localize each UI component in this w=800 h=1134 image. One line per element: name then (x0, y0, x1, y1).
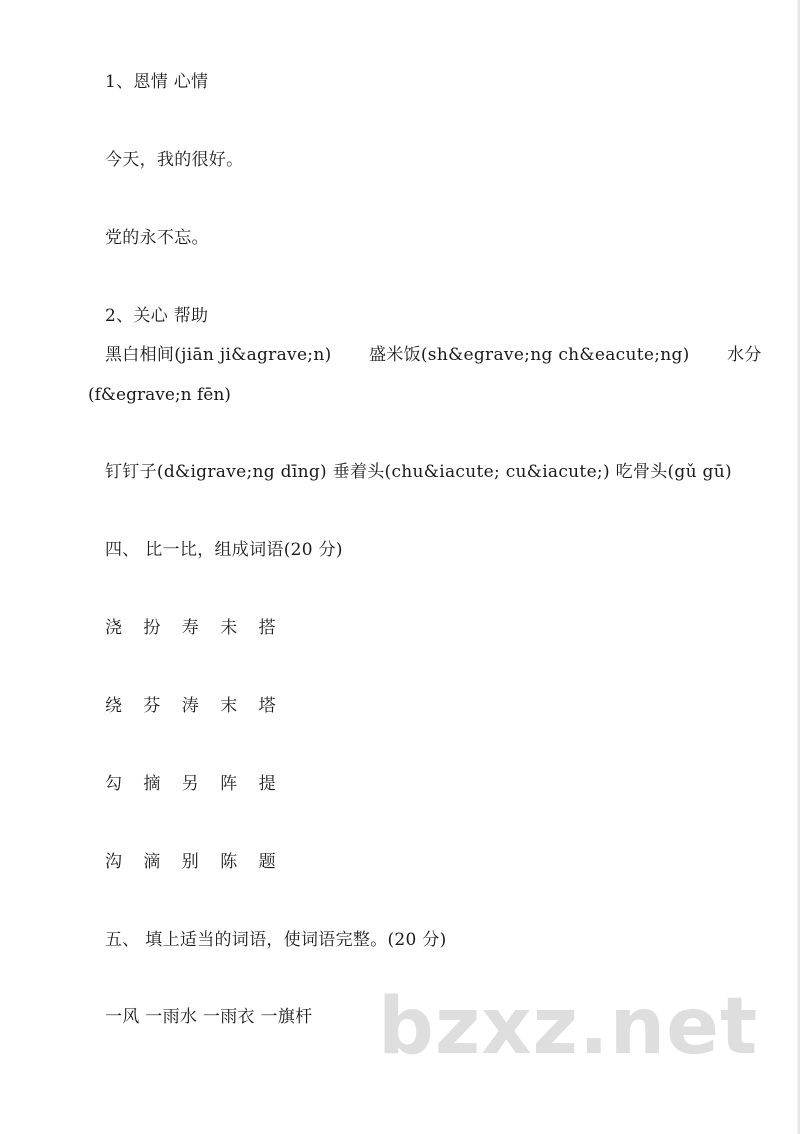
character-row: 勾 摘 另 阵 提 (105, 774, 284, 794)
pinyin-item: 盛米饭(sh&egrave;ng ch&eacute;ng) (368, 345, 690, 365)
section-heading-5: 五、 填上适当的词语，使词语完整。(20 分) (105, 930, 447, 950)
sentence-line: 党的永不忘。 (105, 228, 209, 248)
character-row: 沟 滴 别 陈 题 (105, 852, 284, 872)
section-heading-4: 四、 比一比，组成词语(20 分) (105, 540, 343, 560)
pinyin-item: 黑白相间(jiān ji&agrave;n) (105, 345, 332, 365)
section-heading-1: 1、恩情 心情 (105, 72, 209, 92)
fill-in-row: 一风 一雨水 一雨衣 一旗杆 (105, 1007, 313, 1027)
pinyin-row-continuation: (f&egrave;n fēn) (88, 385, 231, 405)
sentence-line: 今天，我的很好。 (105, 150, 244, 170)
pinyin-item: 水分 (727, 345, 762, 365)
watermark-logo: bzxz.net (378, 982, 759, 1072)
pinyin-row (105, 343, 762, 367)
pinyin-row: 钉钉子(d&igrave;ng dīng) 垂着头(chu&iacute; cu&iacute;) 吃骨头(gǔ gū) (105, 462, 732, 482)
character-row: 绕 芬 涛 末 塔 (105, 696, 284, 716)
section-heading-2: 2、关心 帮助 (105, 306, 209, 326)
character-row: 浇 扮 寿 未 搭 (105, 618, 284, 638)
